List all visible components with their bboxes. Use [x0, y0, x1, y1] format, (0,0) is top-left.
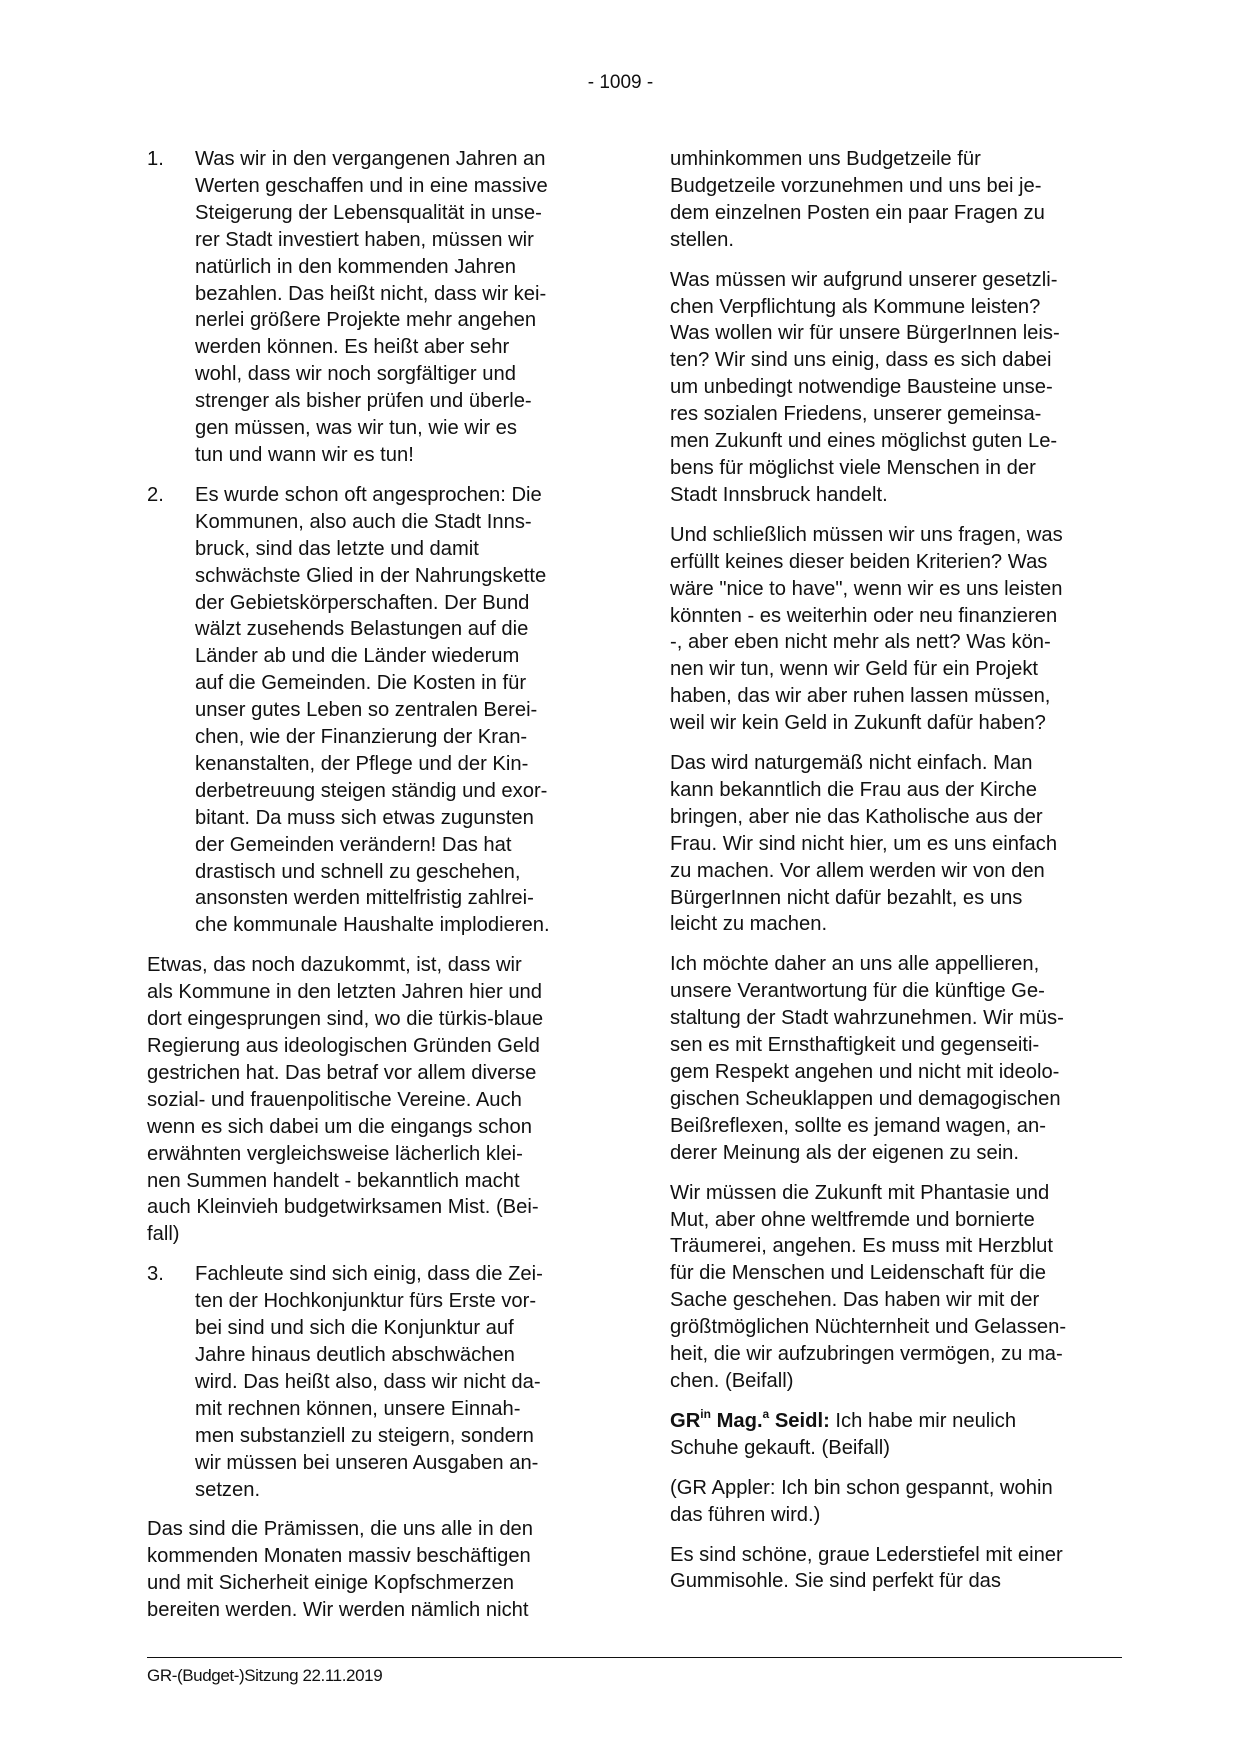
text-line: der Gebietskörperschaften. Der Bund	[195, 591, 530, 614]
text-line: derer Meinung als der eigenen zu sein.	[670, 1141, 1020, 1164]
text-line: gen müssen, was wir tun, wie wir es	[195, 417, 517, 440]
text-line: Gummisohle. Sie sind perfekt für das	[670, 1570, 1001, 1593]
text-line: ten? Wir sind uns einig, dass es sich dabei	[670, 349, 1052, 372]
text-line: -, aber eben nicht mehr als nett? Was kön-	[670, 631, 1051, 654]
text-line: Beißreflexen, sollte es jemand wagen, an-	[670, 1114, 1046, 1137]
text-line: strenger als bisher prüfen und überle-	[195, 390, 532, 413]
text-line: chen. (Beifall)	[670, 1369, 794, 1392]
list-number: 2.	[147, 483, 164, 506]
text-line: wohl, dass wir noch sorgfältiger und	[195, 363, 516, 386]
text-line: auch Kleinvieh budgetwirksamen Mist. (Bei-	[147, 1196, 539, 1219]
text-line: erfüllt keines dieser beiden Kriterien? Was	[670, 550, 1048, 573]
text-line: BürgerInnen nicht dafür bezahlt, es uns	[670, 886, 1023, 909]
text-line: Wir müssen die Zukunft mit Phantasie und	[670, 1181, 1050, 1204]
text-line: das führen wird.)	[670, 1503, 821, 1526]
text-line: kommenden Monaten massiv beschäftigen	[147, 1545, 531, 1568]
text-line: Das wird naturgemäß nicht einfach. Man	[670, 752, 1033, 775]
text-line: umhinkommen uns Budgetzeile für	[670, 148, 981, 170]
text-line: Jahre hinaus deutlich abschwächen	[195, 1343, 515, 1366]
text-line: derbetreuung steigen ständig und exor-	[195, 779, 548, 802]
text-line: für die Menschen und Leidenschaft für die	[670, 1262, 1046, 1285]
paragraph-umhinkommen	[670, 146, 1140, 254]
text-line: bringen, aber nie das Katholische aus der	[670, 805, 1043, 828]
footer-divider	[147, 1657, 1122, 1658]
text-line: kann bekanntlich die Frau aus der Kirche	[670, 778, 1037, 801]
text-line: Träumerei, angehen. Es muss mit Herzblut	[670, 1235, 1053, 1258]
text-line: Ich möchte daher an uns alle appellieren,	[670, 953, 1040, 976]
text-line: bereiten werden. Wir werden nämlich nicht	[147, 1599, 529, 1622]
text-line: chen, wie der Finanzierung der Kran-	[195, 726, 528, 749]
text-line: erwähnten vergleichsweise lächerlich klei-	[147, 1142, 523, 1165]
text-line: res sozialen Friedens, unserer gemeinsa-	[670, 403, 1042, 426]
text-line: und mit Sicherheit einige Kopfschmerzen	[147, 1572, 514, 1595]
paragraph-stiefel	[670, 1542, 1140, 1596]
text-line: drastisch und schnell zu geschehen,	[195, 860, 521, 883]
footer-session-label: GR-(Budget-)Sitzung 22.11.2019	[147, 1666, 383, 1685]
text-line: Mut, aber ohne weltfremde und bornierte	[670, 1208, 1035, 1231]
list-item-1	[147, 146, 617, 469]
text-line: auf die Gemeinden. Die Kosten in für	[195, 672, 527, 695]
text-line: unsere Verantwortung für die künftige Ge-	[670, 980, 1045, 1003]
text-line: gem Respekt angehen und nicht mit ideolo-	[670, 1061, 1060, 1083]
text-line: bei sind und sich die Konjunktur auf	[195, 1317, 514, 1340]
text-line: werden können. Es heißt aber sehr	[195, 336, 510, 359]
text-line: wird. Das heißt also, dass wir nicht da-	[195, 1370, 541, 1393]
text-line: könnten - es weiterhin oder neu finanzieren	[670, 604, 1058, 627]
text-line: um unbedingt notwendige Bausteine unse-	[670, 376, 1053, 399]
paragraph-etwas	[147, 952, 617, 1248]
list-item-2	[147, 482, 617, 939]
text-line: men Zukunft und eines möglichst guten Le-	[670, 430, 1058, 453]
text-line: als Kommune in den letzten Jahren hier und	[147, 981, 543, 1004]
text-line: fall)	[147, 1223, 180, 1246]
text-line: unser gutes Leben so zentralen Berei-	[195, 699, 538, 722]
text-line: Werten geschaffen und in eine massive	[195, 174, 548, 197]
text-line: Was müssen wir aufgrund unserer gesetzli-	[670, 268, 1058, 291]
text-line: bitant. Da muss sich etwas zugunsten	[195, 806, 534, 829]
text-line: Länder ab und die Länder wiederum	[195, 645, 520, 668]
text-line: men substanziell zu steigern, sondern	[195, 1424, 534, 1447]
text-line: Das sind die Prämissen, die uns alle in den	[147, 1518, 534, 1541]
paragraph-naturgemaess	[670, 750, 1140, 938]
text-line: Es sind schöne, graue Lederstiefel mit einer	[670, 1543, 1063, 1566]
text-line: rer Stadt investiert haben, müssen wir	[195, 228, 534, 251]
list-number: 1.	[147, 148, 164, 170]
text-line: $GR^{in}$ Mag.$^a$ Seidl: Ich habe mir neulich	[670, 1407, 1017, 1432]
text-line: sen es mit Ernsthaftigkeit und gegenseiti-	[670, 1034, 1040, 1057]
text-line: Was wollen wir für unsere BürgerInnen leis-	[670, 322, 1060, 345]
text-line: setzen.	[195, 1478, 261, 1501]
text-line: tun und wann wir es tun!	[195, 443, 414, 466]
text-line: stellen.	[670, 228, 734, 251]
text-line: Sache geschehen. Das haben wir mit der	[670, 1289, 1040, 1312]
text-line: Steigerung der Lebensqualität in unse-	[195, 201, 542, 224]
text-line: bens für möglichst viele Menschen in der	[670, 456, 1036, 479]
text-line: Und schließlich müssen wir uns fragen, was	[670, 523, 1063, 546]
text-line: ansonsten werden mittelfristig zahlrei-	[195, 887, 534, 910]
text-line: Was wir in den vergangenen Jahren an	[195, 148, 546, 170]
text-line: wir müssen bei unseren Ausgaben an-	[195, 1451, 539, 1474]
text-line: zu machen. Vor allem werden wir von den	[670, 859, 1045, 882]
text-line: Etwas, das noch dazukommt, ist, dass wir	[147, 954, 522, 977]
text-line: Kommunen, also auch die Stadt Inns-	[195, 510, 532, 533]
text-line: ten der Hochkonjunktur fürs Erste vor-	[195, 1290, 537, 1313]
text-line: natürlich in den kommenden Jahren	[195, 255, 516, 278]
text-line: Es wurde schon oft angesprochen: Die	[195, 483, 542, 506]
text-line: dem einzelnen Posten ein paar Fragen zu	[670, 201, 1045, 224]
text-line: der Gemeinden verändern! Das hat	[195, 833, 512, 856]
text-line: kenanstalten, der Pflege und der Kin-	[195, 752, 529, 775]
text-line: chen Verpflichtung als Kommune leisten?	[670, 295, 1041, 318]
left-column	[147, 146, 617, 1637]
paragraph-zukunft	[670, 1180, 1140, 1395]
text-line: mit rechnen können, unsere Einnah-	[195, 1397, 521, 1420]
paragraph-was-muessen	[670, 267, 1140, 509]
interjection-appler	[670, 1475, 1140, 1529]
text-line: gestrichen hat. Das betraf vor allem diverse	[147, 1061, 537, 1084]
text-line: nen Summen handelt - bekanntlich macht	[147, 1169, 520, 1192]
text-line: Regierung aus ideologischen Gründen Geld	[147, 1035, 540, 1057]
text-line: sozial- und frauenpolitische Vereine. Auch	[147, 1088, 522, 1111]
text-line: Frau. Wir sind nicht hier, um es uns einfach	[670, 832, 1058, 855]
text-line: weil wir kein Geld in Zukunft dafür haben?	[670, 712, 1046, 735]
text-line: schwächste Glied in der Nahrungskette	[195, 564, 547, 587]
text-line: staltung der Stadt wahrzunehmen. Wir müs-	[670, 1007, 1064, 1030]
text-line: (GR Appler: Ich bin schon gespannt, wohin	[670, 1476, 1053, 1499]
text-line: Schuhe gekauft. (Beifall)	[670, 1436, 890, 1459]
page-number: - 1009 -	[587, 72, 654, 93]
list-number: 3.	[147, 1263, 164, 1286]
text-line: nen wir tun, wenn wir Geld für ein Projekt	[670, 658, 1039, 681]
text-line: leicht zu machen.	[670, 913, 828, 936]
text-line: heit, die wir aufzubringen vermögen, zu ma-	[670, 1343, 1063, 1366]
paragraph-schliesslich	[670, 522, 1140, 737]
text-line: Fachleute sind sich einig, dass die Zei-	[195, 1263, 543, 1286]
text-line: haben, das wir aber ruhen lassen müssen,	[670, 685, 1051, 708]
text-line: Budgetzeile vorzunehmen und uns bei je-	[670, 174, 1042, 197]
text-line: gischen Scheuklappen und demagogischen	[670, 1087, 1061, 1110]
text-line: Stadt Innsbruck handelt.	[670, 483, 888, 506]
text-line: nerlei größere Projekte mehr angehen	[195, 309, 537, 332]
speaker-name: $GR^{in}$ Mag.$^a$ Seidl:	[670, 1407, 830, 1432]
text-line: wälzt zusehends Belastungen auf die	[195, 618, 529, 641]
paragraph-praemissen	[147, 1516, 617, 1624]
right-column	[670, 146, 1140, 1608]
text-line: che kommunale Haushalte implodieren.	[195, 914, 550, 937]
list-item-3	[147, 1261, 617, 1503]
text-line: dort eingesprungen sind, wo die türkis-blaue	[147, 1008, 544, 1031]
text-line: wäre "nice to have", wenn wir es uns leisten	[670, 577, 1063, 600]
text-line: bezahlen. Das heißt nicht, dass wir kei-	[195, 282, 547, 305]
paragraph-appellieren	[670, 951, 1140, 1166]
text-line: bruck, sind das letzte und damit	[195, 537, 479, 560]
speaker-paragraph-seidl	[670, 1408, 1140, 1462]
text-line: größtmöglichen Nüchternheit und Gelassen-	[670, 1316, 1067, 1339]
text-line: wenn es sich dabei um die eingangs schon	[147, 1115, 532, 1138]
